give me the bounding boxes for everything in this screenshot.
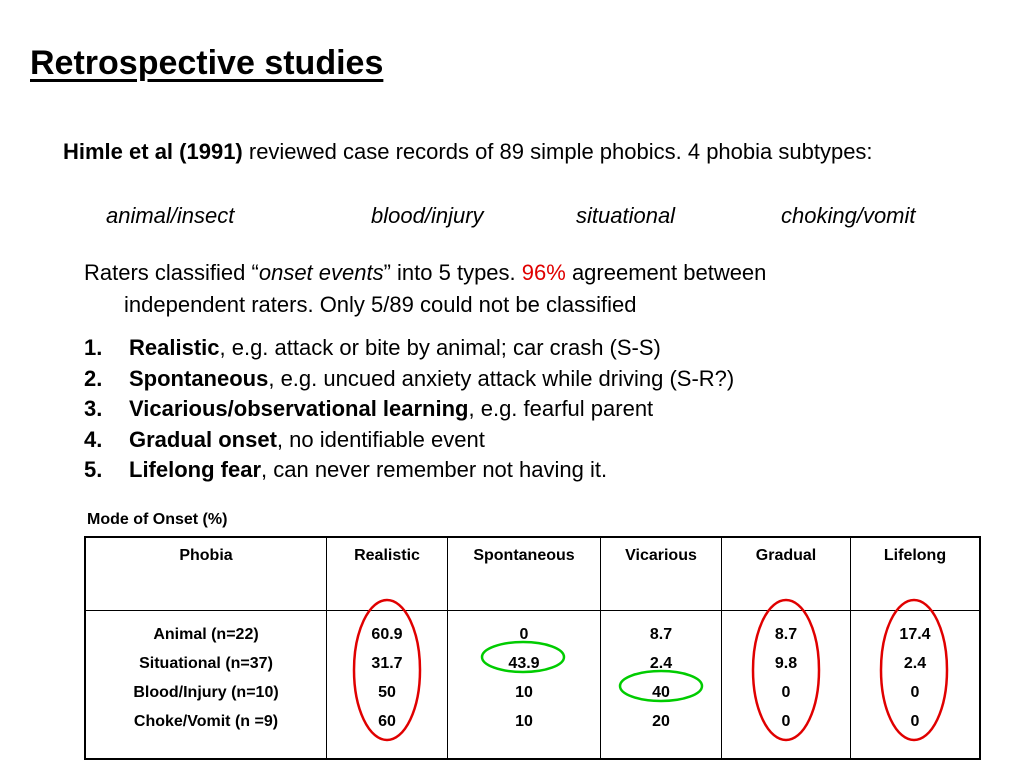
table-cell: 9.8 [774,655,798,672]
onset-type-item: 2. Spontaneous, e.g. uncued anxiety attack while driving (S-R?) [84,365,735,391]
table-header-cell: Gradual [755,547,817,564]
onset-type-description: , e.g. attack or bite by animal; car crash (S-S) [219,335,661,360]
citation: Himle et al (1991) [63,139,243,164]
onset-type-name: Spontaneous [129,365,269,391]
table-cell: 10 [515,713,533,730]
table-cell: 20 [652,713,670,730]
table-header-cell: Realistic [354,547,420,564]
subtype-choking-vomit: choking/vomit [781,203,916,228]
onset-table [84,536,981,760]
table-cell: 2.4 [903,655,927,672]
table-cell: 8.7 [649,626,673,643]
table-cell: 0 [781,684,791,701]
onset-type-item: 4. Gradual onset, no identifiable event [84,426,485,452]
slide-title: Retrospective studies [30,44,384,82]
onset-type-description: , no identifiable event [276,426,485,452]
table-column-vicarious [601,538,722,758]
table-cell: 10 [515,684,533,701]
onset-type-description: , e.g. uncued anxiety attack while driving (S-R?) [268,365,735,391]
table-column-lifelong [851,538,979,758]
table-header-cell: Spontaneous [473,547,575,564]
table-cell: 8.7 [774,626,798,643]
agreement-percent: 96% [521,260,566,285]
table-cell: 31.7 [371,655,403,672]
intro-text [63,139,873,165]
table-cell: 40 [652,684,670,701]
subtype-situational: situational [576,203,676,228]
subtype-animal-insect: animal/insect [106,203,235,228]
table-cell: Blood/Injury (n=10) [133,684,279,701]
onset-type-item: 3. Vicarious/observational learning, e.g. fearful parent [84,396,654,421]
table-cell: 0 [519,626,529,643]
table-cell: 60 [378,713,396,730]
table-cell: 2.4 [649,655,673,672]
table-header-cell: Phobia [179,547,233,564]
table-header-cell: Lifelong [883,547,947,564]
table-header-cell: Vicarious [625,547,697,564]
table-column-realistic [327,538,448,758]
table-cell: 60.9 [371,626,403,643]
table-column-gradual [722,538,851,758]
table-cell: 17.4 [899,626,931,643]
onset-type-name: Vicarious/observational learning [129,396,469,421]
table-column-spontaneous [448,538,601,758]
table-cell: 0 [910,713,920,730]
table-cell: 43.9 [508,655,540,672]
raters-paragraph: Raters classified “onset events” into 5 types. 96% agreement between independent raters. Only 5/89 could not be classified [84,260,767,317]
onset-types-list [84,333,734,486]
table-caption: Mode of Onset (%) [87,511,228,528]
onset-type-name: Realistic [129,335,220,360]
table-cell: 0 [910,684,920,701]
table-column-phobia [86,538,327,758]
onset-type-name: Lifelong fear [129,457,262,482]
onset-type-name: Gradual onset [129,426,277,452]
onset-type-description: , can never remember not having it. [261,457,608,482]
table-cell: 50 [378,684,396,701]
intro-description: reviewed case records of 89 simple phobics. 4 phobia subtypes: [242,139,873,164]
onset-type-item: 5. Lifelong fear, can never remember not having it. [84,457,608,482]
onset-type-description: , e.g. fearful parent [468,396,654,421]
subtype-blood-injury: blood/injury [371,203,484,228]
table-cell: Animal (n=22) [153,626,259,643]
onset-events-term: onset events [258,260,384,285]
table-cell: Choke/Vomit (n =9) [133,713,279,730]
onset-type-item: 1. Realistic, e.g. attack or bite by animal; car crash (S-S) [84,335,661,360]
table-cell: 0 [781,713,791,730]
table-cell: Situational (n=37) [139,655,273,672]
